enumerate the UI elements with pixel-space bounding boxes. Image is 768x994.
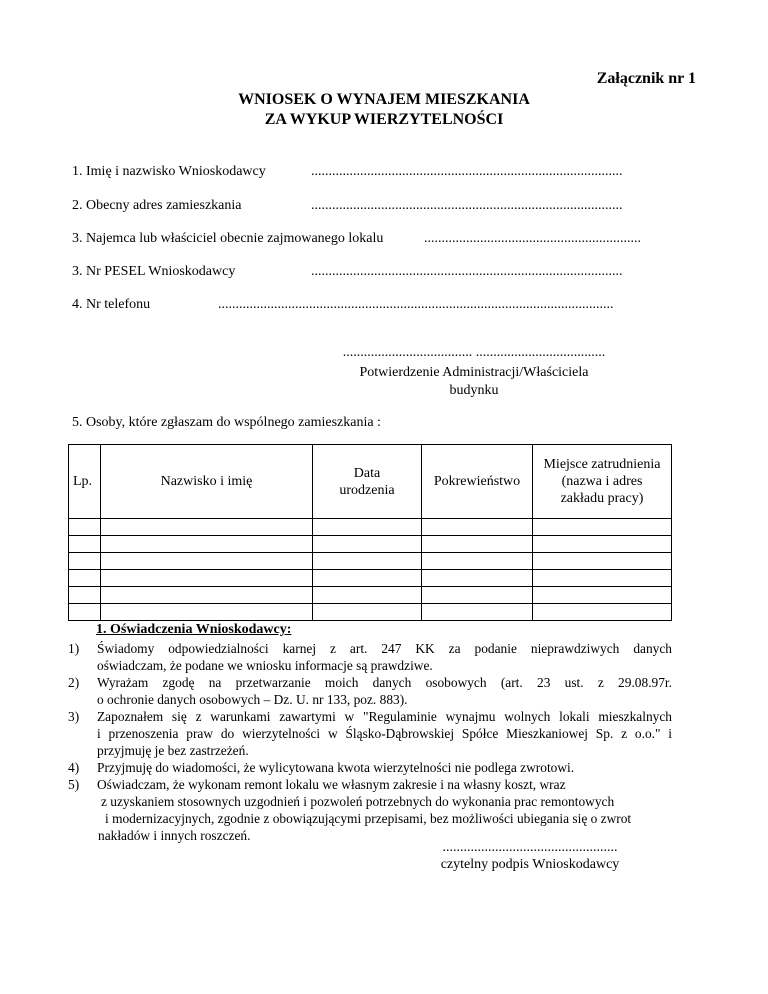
document-title: WNIOSEK O WYNAJEM MIESZKANIA [238, 91, 530, 108]
table-row [69, 536, 672, 553]
declarations-list [68, 640, 672, 844]
declaration-text: i modernizacyjnych, zgodnie z obowiązującymi przepisami, bez możliwości ubiegania się o zwrot [105, 811, 632, 826]
cell[interactable] [69, 519, 101, 536]
cell[interactable] [101, 519, 313, 536]
declaration-text: o ochronie danych osobowych – Dz. U. nr 133, poz. 883). [97, 692, 408, 707]
cell[interactable] [533, 519, 672, 536]
declaration-text: Oświadczam, że wykonam remont lokalu we własnym zakresie i na własny koszt, wraz [97, 777, 566, 792]
cell[interactable] [422, 604, 533, 621]
field-label-address: 2. Obecny adres zamieszkania [72, 198, 242, 213]
column-dob-line2: urodzenia [339, 482, 395, 498]
cell[interactable] [533, 587, 672, 604]
cell[interactable] [69, 553, 101, 570]
cell[interactable] [533, 570, 672, 587]
table-row [69, 553, 672, 570]
cell[interactable] [69, 587, 101, 604]
field-blank-pesel[interactable]: ......................................................................................... [311, 264, 623, 279]
column-date-of-birth [313, 445, 422, 519]
cell[interactable] [69, 604, 101, 621]
field-label-pesel: 3. Nr PESEL Wnioskodawcy [72, 264, 236, 279]
column-dob-line1: Data [353, 465, 381, 481]
field-blank-name[interactable]: ......................................................................................... [311, 164, 623, 179]
declarations-heading: 1. Oświadczenia Wnioskodawcy: [96, 622, 292, 637]
cell[interactable] [422, 570, 533, 587]
cell[interactable] [533, 553, 672, 570]
cell[interactable] [533, 604, 672, 621]
declaration-item [68, 674, 672, 708]
table-row [69, 604, 672, 621]
cell[interactable] [101, 536, 313, 553]
cell[interactable] [313, 536, 422, 553]
cell[interactable] [101, 553, 313, 570]
declaration-number: 3) [68, 709, 80, 724]
persons-table [68, 444, 672, 621]
declaration-item [68, 776, 672, 844]
declaration-item [68, 640, 672, 674]
declaration-item [68, 708, 672, 759]
declaration-text: Wyrażam zgodę na przetwarzanie moich danych osobowych (art. 23 ust. z 29.08.97r. [97, 675, 672, 690]
cell[interactable] [533, 536, 672, 553]
declaration-text: Zapoznałem się z warunkami zawartymi w "Regulaminie wynajmu wolnych lokali mieszkalnych [97, 709, 672, 724]
column-lp: Lp. [69, 445, 101, 519]
admin-confirmation-label-2: budynku [449, 383, 499, 398]
cell[interactable] [313, 570, 422, 587]
declaration-item [68, 759, 672, 776]
cell[interactable] [69, 536, 101, 553]
declaration-text: nakładów i innych roszczeń. [98, 828, 251, 843]
column-work-line2: (nazwa i adres [561, 474, 643, 489]
field-label-name: 1. Imię i nazwisko Wnioskodawcy [72, 164, 266, 179]
declaration-text: z uzyskaniem stosownych uzgodnień i pozwoleń potrzebnych do wykonania prac remontowych [101, 794, 615, 809]
declaration-text: Świadomy odpowiedzialności karnej z art. 247 KK za podanie nieprawdziwych danych [97, 641, 672, 656]
cell[interactable] [313, 553, 422, 570]
field-label-phone: 4. Nr telefonu [72, 297, 151, 312]
admin-confirmation-label: Potwierdzenie Administracji/Właściciela [359, 365, 589, 380]
declaration-number: 5) [68, 777, 80, 792]
column-workplace [533, 445, 672, 519]
cell[interactable] [422, 587, 533, 604]
cell[interactable] [313, 604, 422, 621]
table-row [69, 519, 672, 536]
cell[interactable] [101, 604, 313, 621]
admin-confirmation-dots[interactable]: ..................................... ..................................... [342, 345, 606, 360]
table-row [69, 570, 672, 587]
signature-line[interactable]: .................................................. [442, 840, 618, 855]
column-work-line3: zakładu pracy) [560, 491, 644, 506]
cell[interactable] [69, 570, 101, 587]
cell[interactable] [313, 519, 422, 536]
cell[interactable] [313, 587, 422, 604]
cell[interactable] [422, 536, 533, 553]
column-work-line1: Miejsce zatrudnienia [543, 457, 661, 472]
field-label-tenant-owner: 3. Najemca lub właściciel obecnie zajmowanego lokalu [72, 231, 384, 246]
declaration-number: 1) [68, 641, 80, 656]
field-blank-phone[interactable]: ................................................................................................................. [218, 297, 614, 312]
declaration-text: Przyjmuję do wiadomości, że wylicytowana kwota wierzytelności nie podlega zwrotowi. [97, 760, 575, 775]
cell[interactable] [101, 570, 313, 587]
document-subtitle: ZA WYKUP WIERZYTELNOŚCI [264, 111, 504, 128]
declaration-text: przyjmuję je bez zastrzeżeń. [97, 743, 249, 758]
cell[interactable] [422, 553, 533, 570]
declaration-number: 4) [68, 760, 80, 775]
table-row [69, 587, 672, 604]
signature-label: czytelny podpis Wnioskodawcy [440, 857, 620, 872]
declaration-number: 2) [68, 675, 80, 690]
annex-label: Załącznik nr 1 [596, 70, 696, 87]
field-blank-address[interactable]: ......................................................................................... [311, 198, 623, 213]
column-name: Nazwisko i imię [101, 445, 313, 519]
declaration-text: oświadczam, że podane we wniosku informacje są prawdziwe. [97, 658, 433, 673]
field-blank-tenant-owner[interactable]: .............................................................. [424, 231, 641, 246]
persons-table-header [69, 445, 672, 519]
declaration-text: i przenoszenia praw do wierzytelności w Śląsko-Dąbrowskiej Spółce Mieszkaniowej Sp. z o.o." i [97, 726, 672, 741]
persons-heading: 5. Osoby, które zgłaszam do wspólnego zamieszkania : [72, 415, 381, 430]
column-relation: Pokrewieństwo [422, 445, 533, 519]
cell[interactable] [101, 587, 313, 604]
cell[interactable] [422, 519, 533, 536]
